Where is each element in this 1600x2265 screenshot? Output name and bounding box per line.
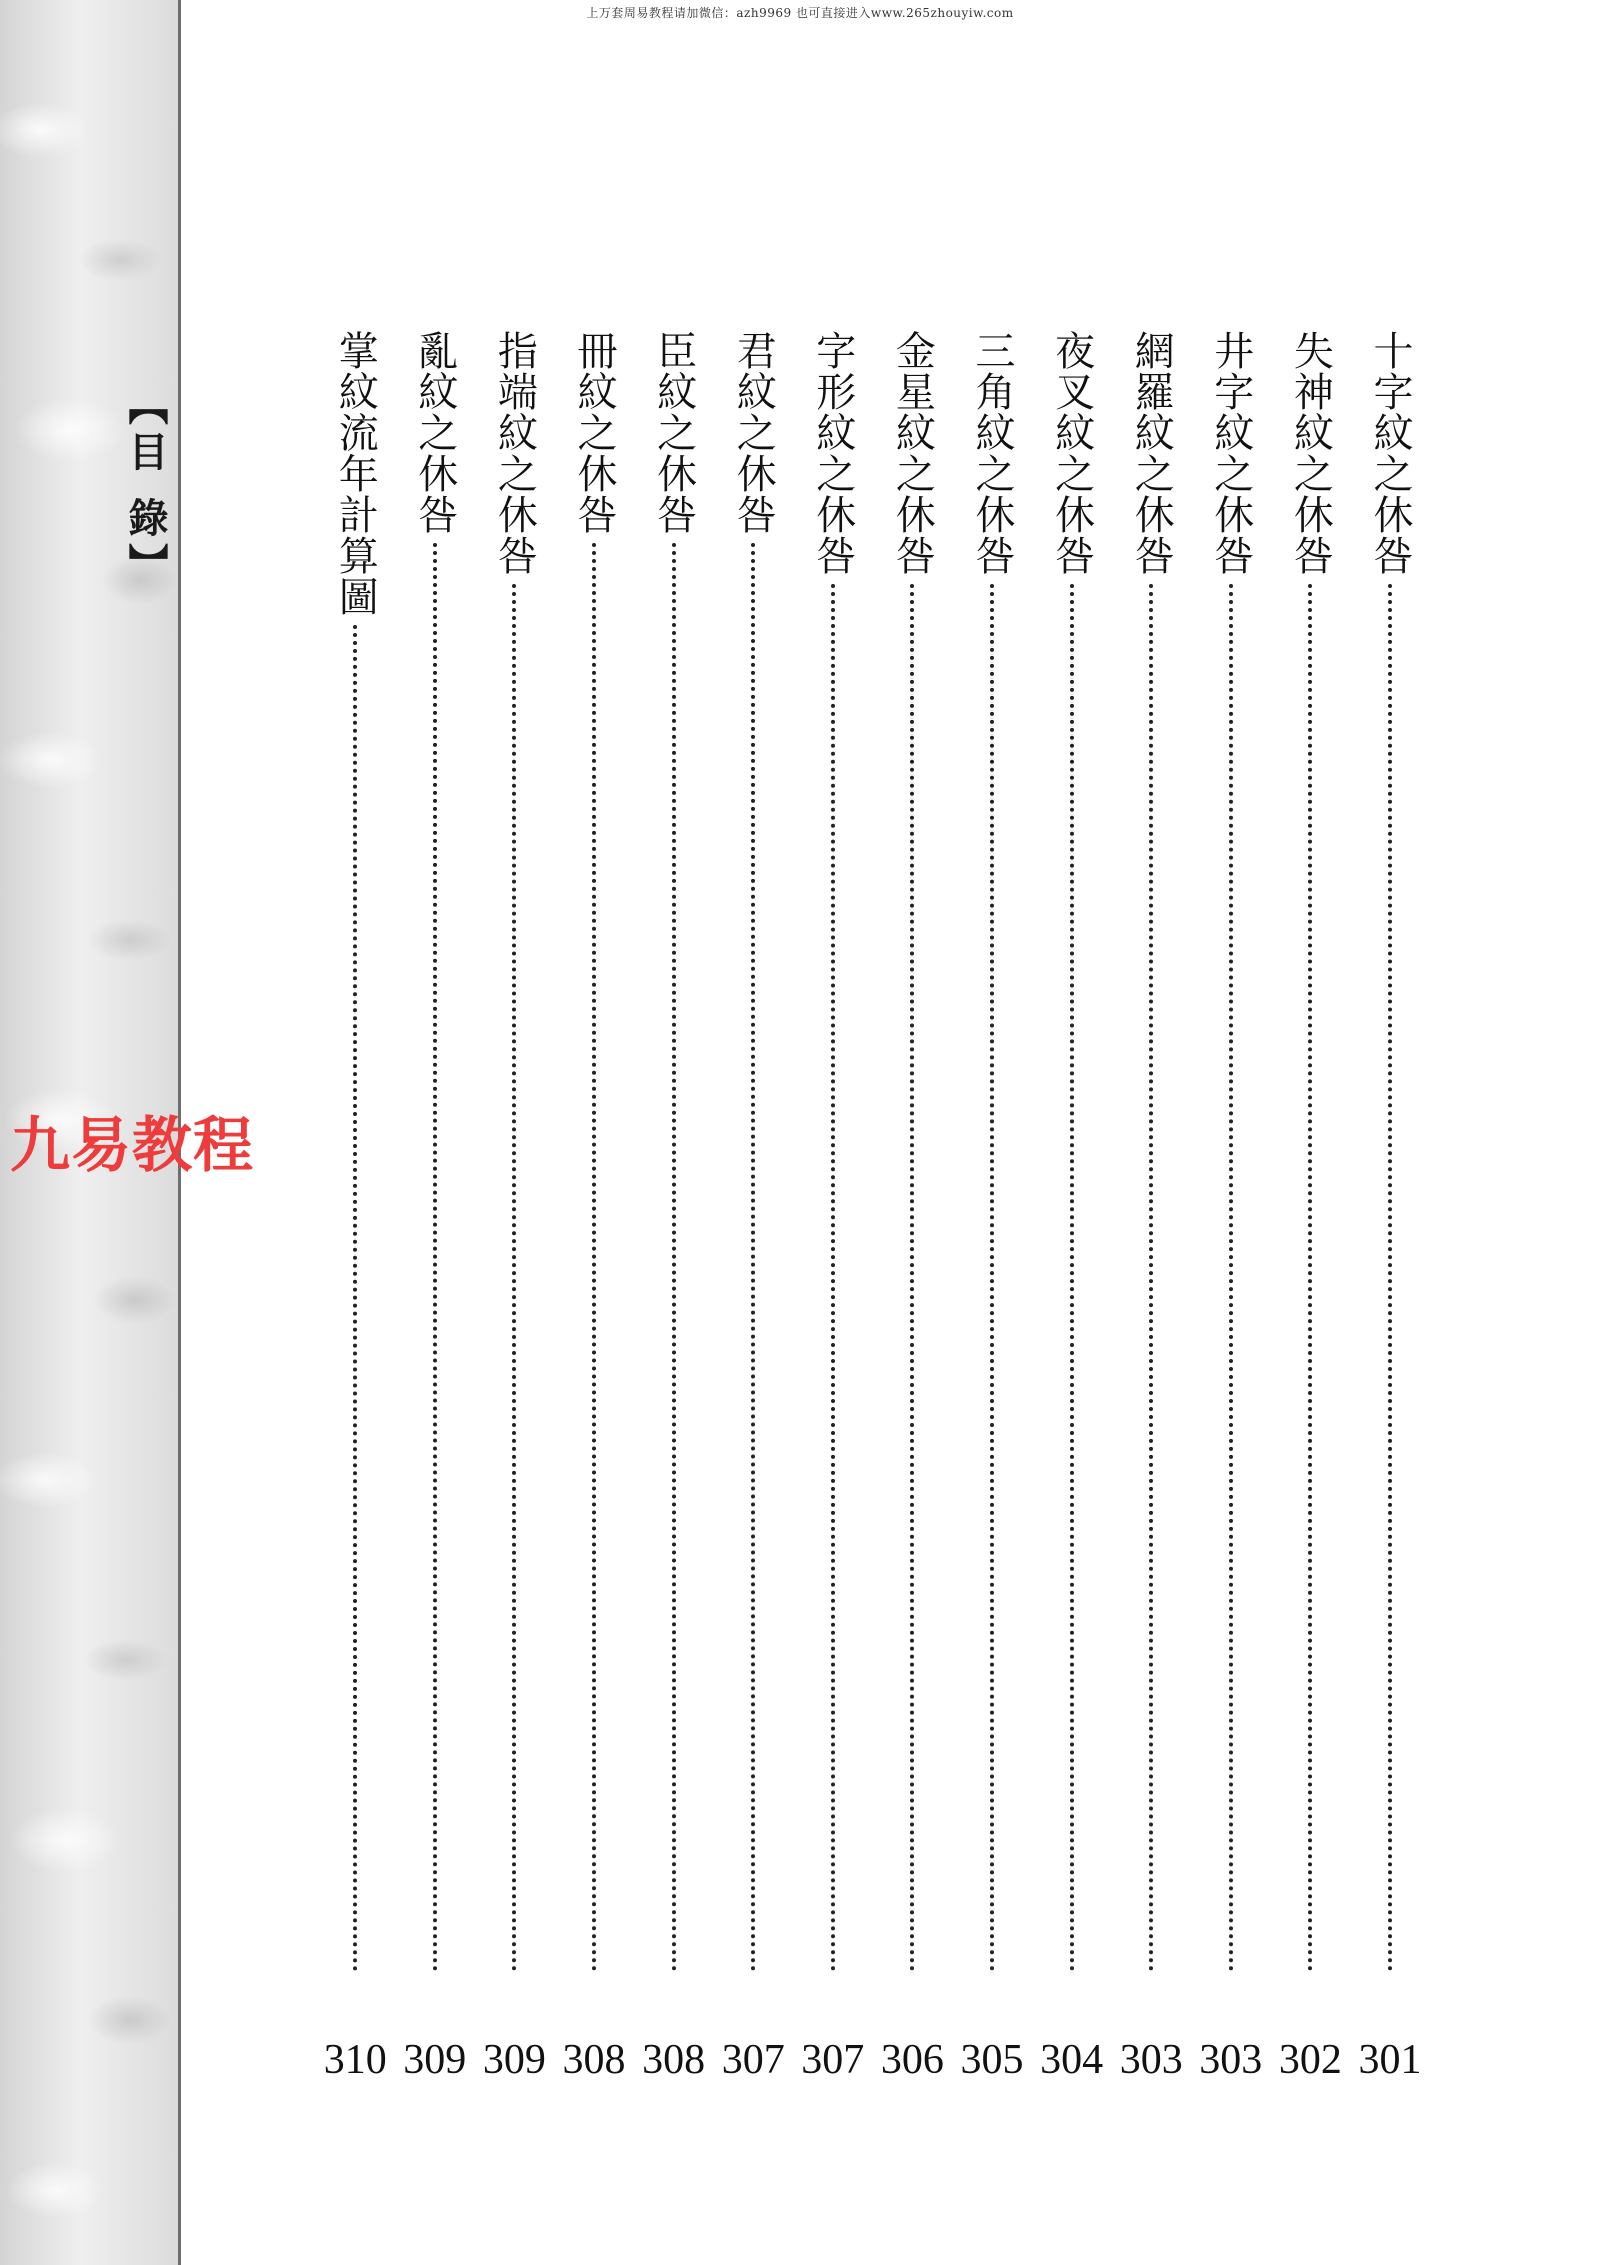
toc-page-number: 303 [1119,2037,1183,2083]
toc-page-number: 307 [721,2037,785,2083]
toc-entry[interactable] [325,330,385,2090]
dotted-leader [1388,584,1392,1972]
top-banner: 上万套周易教程请加微信：azh9969 也可直接进入www.265zhouyiw.com [586,6,1014,20]
toc-entry[interactable] [1280,330,1340,2090]
toc-entry-title: 三角紋之休咎 [969,330,1015,576]
toc-page-number: 302 [1278,2037,1342,2083]
toc-entry[interactable] [882,330,942,2090]
dotted-leader [1149,584,1153,1972]
dotted-leader [751,543,755,1972]
dotted-leader [433,543,437,1972]
toc-page-number: 309 [482,2037,546,2083]
toc-page-number: 309 [403,2037,467,2083]
toc-page-number: 307 [801,2037,865,2083]
toc-entry[interactable] [405,330,465,2090]
table-of-contents [300,330,1420,2090]
toc-entry[interactable] [1201,330,1261,2090]
toc-entry-title: 夜叉紋之休咎 [1048,330,1095,576]
toc-entry-title: 指端紋之休咎 [491,330,538,576]
dotted-leader [910,584,914,1972]
toc-entry[interactable] [1121,330,1181,2090]
dotted-leader [990,584,994,1972]
toc-page-number: 303 [1199,2037,1263,2083]
toc-entry-title: 金星紋之休咎 [889,330,936,576]
dotted-leader [672,543,676,1972]
toc-entry[interactable] [1042,330,1102,2090]
toc-page-number: 308 [562,2037,626,2083]
watermark-logo: 九易教程 [10,1111,254,1181]
toc-entry-title: 亂紋之休咎 [411,330,458,535]
toc-entry[interactable] [644,330,704,2090]
toc-page-number: 306 [880,2037,944,2083]
dotted-leader [1229,584,1233,1972]
toc-entry-title: 字形紋之休咎 [809,330,856,576]
toc-entry-title: 臣紋之休咎 [650,330,697,535]
toc-entry[interactable] [564,330,624,2090]
dotted-leader [512,584,516,1972]
toc-page-number: 305 [960,2037,1024,2083]
dotted-leader [831,584,835,1972]
toc-entry[interactable] [484,330,544,2090]
toc-page-number: 310 [323,2037,387,2083]
toc-entry-title: 失神紋之休咎 [1287,330,1334,576]
toc-entry[interactable] [723,330,783,2090]
toc-page-number: 301 [1358,2037,1422,2083]
toc-page-number: 308 [642,2037,706,2083]
toc-entry-title: 十字紋之休咎 [1367,330,1413,576]
toc-entry[interactable] [803,330,863,2090]
dotted-leader [1070,584,1074,1972]
toc-entry-title: 網羅紋之休咎 [1128,330,1175,576]
toc-entry[interactable] [1360,330,1420,2090]
section-header: 【目 錄】 [122,385,168,589]
dotted-leader [353,625,357,1972]
dotted-leader [592,543,596,1972]
dotted-leader [1308,584,1312,1972]
toc-entry-title: 君紋之休咎 [730,330,777,535]
toc-entry-title: 井字紋之休咎 [1207,330,1254,576]
toc-entry-title: 掌紋流年計算圖 [332,330,379,617]
toc-entry-title: 冊紋之休咎 [571,330,617,535]
toc-entry[interactable] [962,330,1022,2090]
toc-page-number: 304 [1040,2037,1104,2083]
